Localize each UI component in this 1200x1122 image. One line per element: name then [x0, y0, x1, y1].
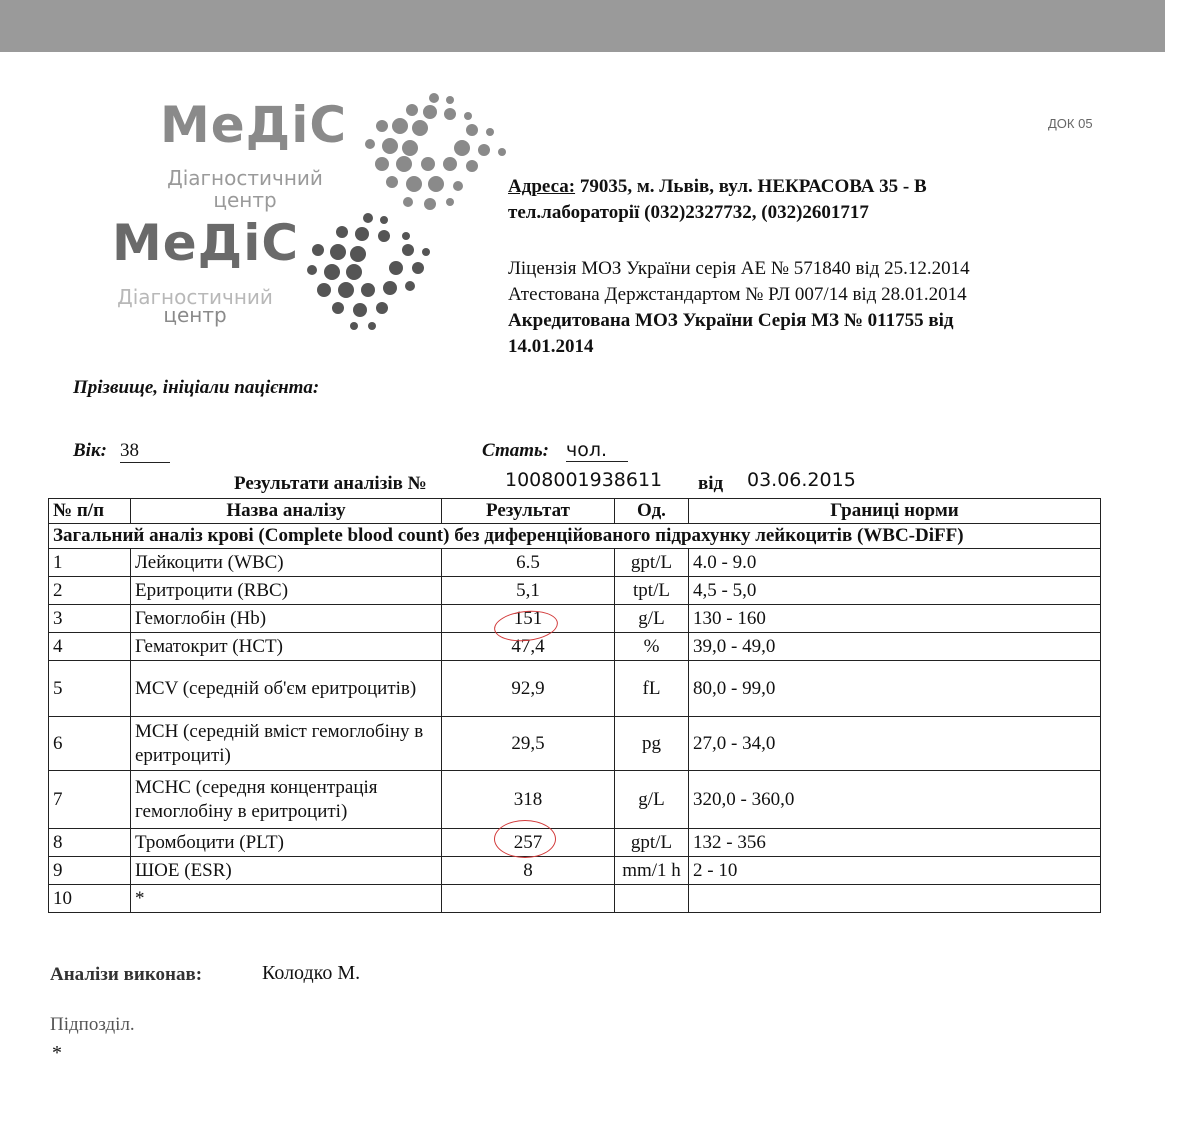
row-reference-range	[689, 885, 1101, 913]
results-number: 1008001938611	[505, 469, 663, 491]
row-number: 1	[49, 549, 131, 577]
row-unit: mm/1 h	[615, 857, 689, 885]
results-from-label: від	[698, 473, 724, 494]
row-result	[442, 885, 615, 913]
logo-subtitle-stamp-line1: Діагностичний	[117, 285, 273, 309]
row-unit: g/L	[615, 771, 689, 829]
results-table	[48, 498, 1101, 913]
row-number: 3	[49, 605, 131, 633]
table-header-row	[49, 499, 1101, 524]
row-result: 92,9	[442, 661, 615, 717]
row-reference-range: 320,0 - 360,0	[689, 771, 1101, 829]
group-row	[49, 524, 1101, 549]
table-row	[49, 661, 1101, 717]
table-row	[49, 633, 1101, 661]
row-unit: tpt/L	[615, 577, 689, 605]
patient-name-label: Прізвище, ініціали пацієнта:	[73, 377, 320, 398]
row-unit: gpt/L	[615, 829, 689, 857]
row-number: 7	[49, 771, 131, 829]
age-value: 38	[120, 440, 170, 463]
row-result: 29,5	[442, 717, 615, 771]
row-number: 9	[49, 857, 131, 885]
row-reference-range: 39,0 - 49,0	[689, 633, 1101, 661]
logo-dots-icon-stamp	[298, 210, 448, 335]
row-test-name: MCH (середній вміст гемоглобіну в еритроциті)	[131, 717, 442, 771]
row-unit: %	[615, 633, 689, 661]
table-row	[49, 857, 1101, 885]
row-test-name: Гематокрит (HCT)	[131, 633, 442, 661]
row-unit: gpt/L	[615, 549, 689, 577]
row-number: 5	[49, 661, 131, 717]
row-test-name: MCV (середній об'єм еритроцитів)	[131, 661, 442, 717]
row-unit: pg	[615, 717, 689, 771]
row-number: 8	[49, 829, 131, 857]
row-reference-range: 27,0 - 34,0	[689, 717, 1101, 771]
scan-top-band	[0, 0, 1165, 52]
row-reference-range: 80,0 - 99,0	[689, 661, 1101, 717]
row-reference-range: 132 - 356	[689, 829, 1101, 857]
table-row	[49, 549, 1101, 577]
row-test-name: Еритроцити (RBC)	[131, 577, 442, 605]
row-unit: g/L	[615, 605, 689, 633]
row-test-name: Тромбоцити (PLT)	[131, 829, 442, 857]
row-test-name: Лейкоцити (WBC)	[131, 549, 442, 577]
row-reference-range: 4.0 - 9.0	[689, 549, 1101, 577]
results-title-label: Результати аналізів №	[234, 473, 427, 494]
row-test-name: MCHC (середня концентрація гемоглобіну в еритроциті)	[131, 771, 442, 829]
accreditation-line-2: 14.01.2014	[508, 336, 594, 357]
row-number: 4	[49, 633, 131, 661]
document-code: ДОК 05	[1048, 116, 1093, 131]
lab-phones: тел.лабораторії (032)2327732, (032)2601717	[508, 202, 869, 223]
row-unit	[615, 885, 689, 913]
performed-by-label: Аналізи виконав:	[50, 964, 203, 985]
table-row	[49, 885, 1101, 913]
row-test-name: *	[131, 885, 442, 913]
row-number: 10	[49, 885, 131, 913]
table-row	[49, 605, 1101, 633]
row-test-name: ШОЕ (ESR)	[131, 857, 442, 885]
logo-name-stamp: МеДіС	[112, 214, 300, 272]
row-test-name: Гемоглобін (Hb)	[131, 605, 442, 633]
address-line	[508, 174, 927, 200]
address-value: 79035, м. Львів, вул. НЕКРАСОВА 35 - В	[575, 176, 927, 197]
results-date: 03.06.2015	[747, 469, 856, 491]
row-result: 257	[442, 829, 615, 857]
row-unit: fL	[615, 661, 689, 717]
logo-subtitle-primary-line1: Діагностичний	[167, 166, 323, 190]
row-reference-range: 130 - 160	[689, 605, 1101, 633]
row-result: 6.5	[442, 549, 615, 577]
logo-name-primary: МеДіС	[160, 96, 348, 154]
performed-by-value: Колодко М.	[262, 962, 361, 984]
header-test-name: Назва аналізу	[131, 499, 442, 524]
header-number: № п/п	[49, 499, 131, 524]
table-row	[49, 829, 1101, 857]
header-result: Результат	[442, 499, 615, 524]
row-number: 6	[49, 717, 131, 771]
attestation-line: Атестована Держстандартом № РЛ 007/14 від 28.01.2014	[508, 284, 967, 305]
table-row	[49, 717, 1101, 771]
logo-dots-icon-primary	[352, 92, 512, 222]
row-result: 8	[442, 857, 615, 885]
table-row	[49, 577, 1101, 605]
age-label: Вік:	[73, 440, 107, 461]
sex-value: чол.	[566, 439, 628, 462]
table-row	[49, 771, 1101, 829]
row-result: 151	[442, 605, 615, 633]
license-line: Ліцензія МОЗ України серія АЕ № 571840 від 25.12.2014	[508, 258, 970, 279]
row-number: 2	[49, 577, 131, 605]
signature-label: Підпозділ.	[50, 1014, 135, 1035]
row-result: 5,1	[442, 577, 615, 605]
row-reference-range: 2 - 10	[689, 857, 1101, 885]
logo-subtitle-stamp-line2: центр	[163, 303, 227, 327]
row-result: 318	[442, 771, 615, 829]
footer-asterisk: *	[52, 1042, 62, 1064]
group-title: Загальний аналіз крові (Complete blood count) без диференційованого підрахунку лейкоцитів (WBC-DiFF)	[49, 524, 1101, 549]
row-result: 47,4	[442, 633, 615, 661]
logo-subtitle-primary-line2: центр	[213, 188, 277, 212]
row-reference-range: 4,5 - 5,0	[689, 577, 1101, 605]
header-unit: Од.	[615, 499, 689, 524]
sex-label: Стать:	[482, 440, 550, 461]
accreditation-line-1: Акредитована МОЗ України Серія МЗ № 011755 від	[508, 310, 954, 331]
header-reference-range: Границі норми	[689, 499, 1101, 524]
highlight-circle-mchc	[494, 820, 556, 858]
address-label: Адреса:	[508, 176, 576, 197]
